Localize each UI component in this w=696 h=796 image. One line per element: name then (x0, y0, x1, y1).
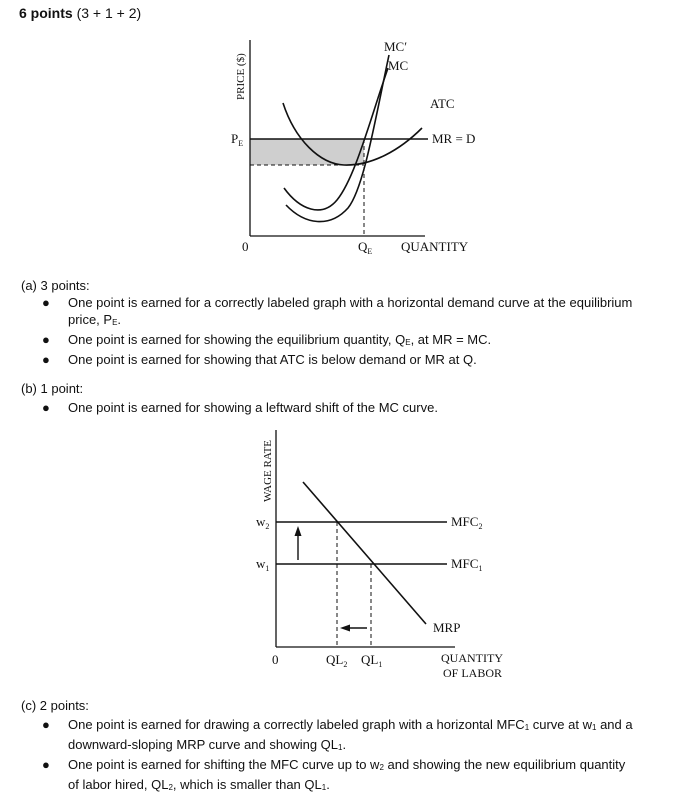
origin-label: 0 (242, 239, 249, 254)
labor-market-graph (250, 425, 520, 685)
list-item: ● One point is earned for shifting the MFC curve up to $w_2$ and showing the new equilibrium quantity of labor hired, $QL_2$, which is smaller than $QL_1$. (42, 757, 626, 792)
price-quantity-graph (220, 30, 500, 265)
list-item: ● One point is earned for a correctly labeled graph with a horizontal demand curve at the equilibrium price, $P_E$. (42, 295, 633, 327)
w1-label: $w_1$ (256, 556, 270, 573)
left-arrowhead-icon (340, 625, 350, 632)
part-b-list (40, 399, 690, 416)
points-breakdown: (3 + 1 + 2) (76, 5, 142, 21)
ql1-label: $QL_1$ (361, 652, 383, 669)
ql2-label: $QL_2$ (326, 652, 348, 669)
quantity-labor-label-line2: OF LABOR (443, 666, 503, 680)
part-c-list (40, 716, 690, 796)
part-a-list (40, 294, 690, 368)
list-item: ● One point is earned for showing the equilibrium quantity, $Q_E$, at MR = MC. (42, 332, 492, 347)
list-item: ● One point is earned for drawing a correctly labeled graph with a horizontal $MFC_1$ curve at $w_1$ and a downward-sloping MRP curve and showing $QL_1$. (42, 717, 633, 752)
mrp-label: MRP (433, 620, 461, 635)
points-label: 6 points (19, 5, 73, 21)
part-b-label: (b) 1 point: (21, 381, 84, 396)
list-item: ● One point is earned for showing a leftward shift of the MC curve. (42, 400, 438, 415)
mfc2-label: $MFC_2$ (451, 514, 483, 531)
mrp-curve (303, 482, 426, 624)
part-c-label: (c) 2 points: (21, 698, 89, 713)
w2-label: $w_2$ (256, 514, 270, 531)
origin-label: 0 (272, 652, 279, 667)
mr-d-label: MR = D (432, 131, 476, 146)
list-item: ● One point is earned for showing that ATC is below demand or MR at Q. (42, 352, 477, 367)
pe-label: $P_E$ (231, 131, 244, 148)
up-arrowhead-icon (295, 526, 302, 536)
mfc1-label: $MFC_1$ (451, 556, 483, 573)
profit-shaded-area (250, 139, 364, 165)
mc-prime-label: MC′ (384, 39, 408, 54)
atc-label: ATC (430, 96, 455, 111)
wage-axis-label: WAGE RATE (262, 439, 274, 502)
part-a-label: (a) 3 points: (21, 278, 90, 293)
question-header (19, 5, 141, 21)
price-axis-label: PRICE ($) (235, 53, 247, 100)
mc-label: MC (388, 58, 409, 73)
qe-label: $Q_E$ (358, 239, 373, 256)
quantity-labor-label-line1: QUANTITY (441, 651, 503, 665)
quantity-axis-label: QUANTITY (401, 239, 469, 254)
